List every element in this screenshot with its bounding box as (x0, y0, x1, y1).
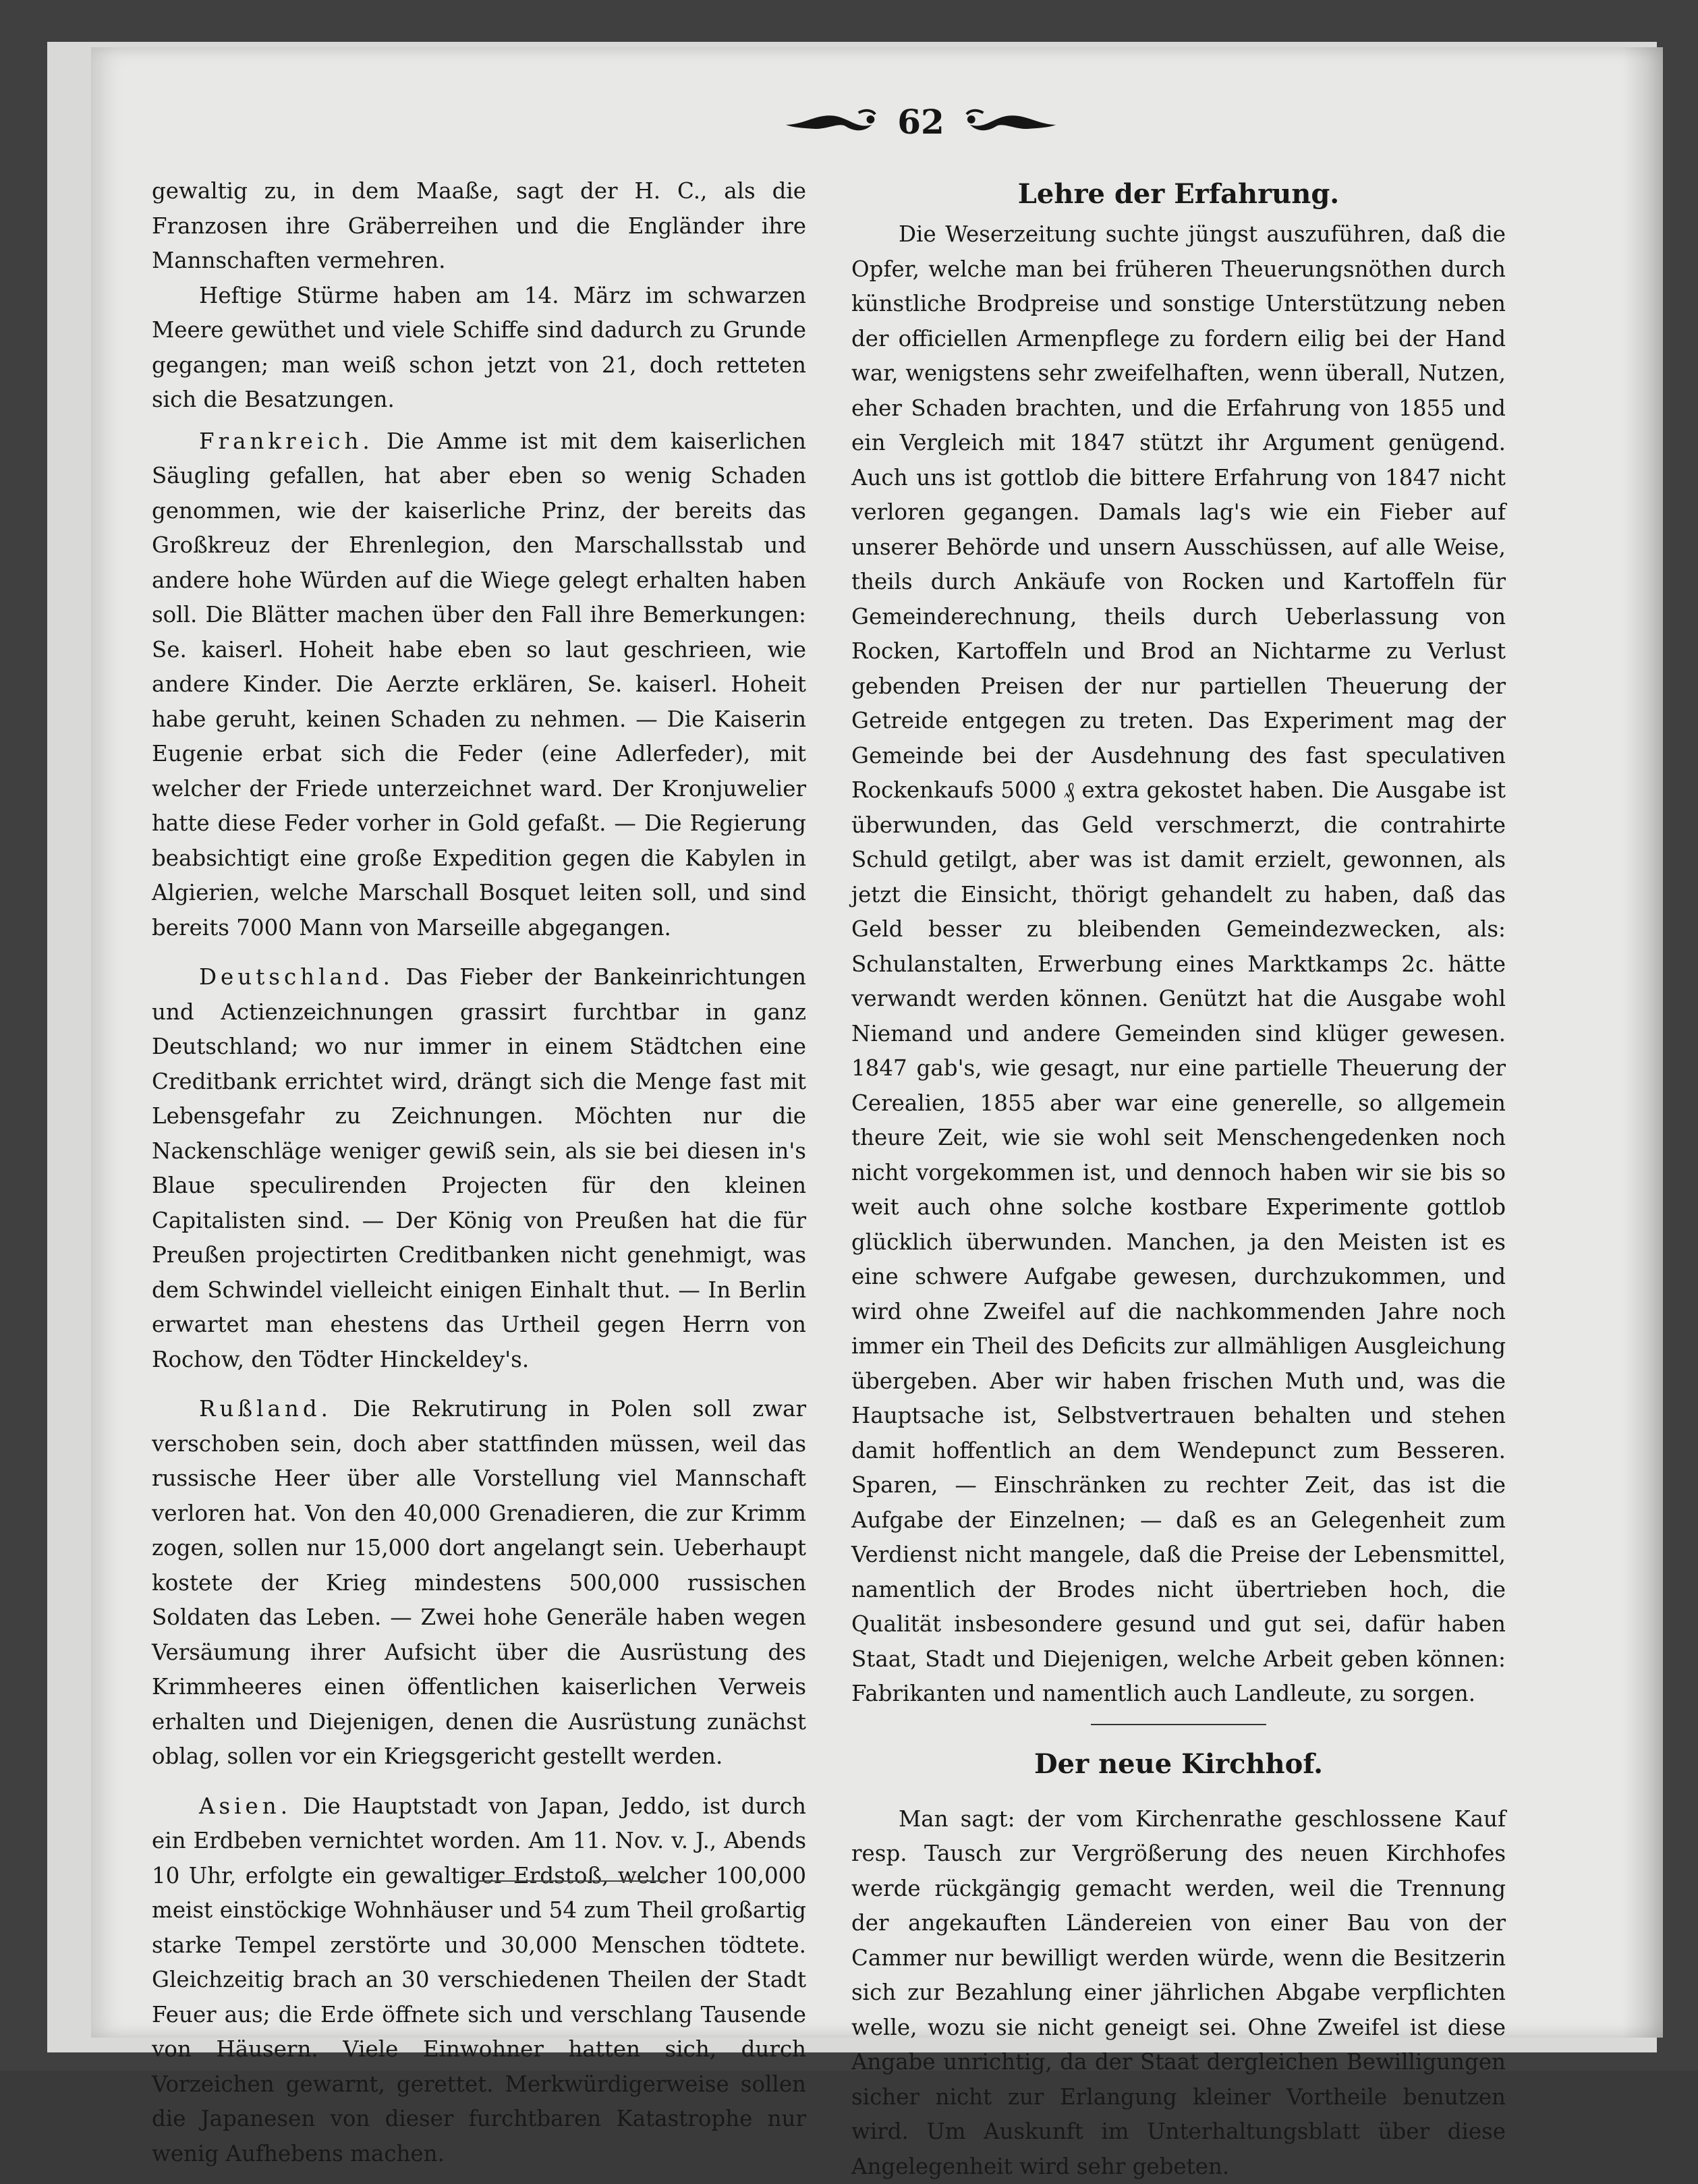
article-divider (1091, 1724, 1266, 1725)
paragraph-gap (851, 1787, 1506, 1802)
article-heading-kirchhof: Der neue Kirchhof. (851, 1744, 1506, 1785)
article-text-kirchhof: Man sagt: der vom Kirchenrathe geschlossene Kauf resp. Tausch zur Vergrößerung des neuen Kirchhofes werde rückgängig gemacht werden, weil die Trennung der angekauften Ländereien von einer Bau von der Cammer nur bewilligt werden würde, wenn die Besitzerin sich zur Bezahlung einer jährlichen Abgabe verpflichten welle, wozu sie nicht geneigt sei. Ohne Zweifel ist diese Angabe unrichtig, da der Staat dergleichen Bewilligungen sicher nicht zur Erlangung kleiner Vortheile benutzen wird. Um Auskunft im Unterhaltungsblatt über diese Angelegenheit wird sehr gebeten. (851, 1802, 1506, 2184)
left-paragraph-3: Die Amme ist mit dem kaiserlichen Säugling gefallen, hat aber eben so wenig Schaden genommen, wie der kaiserliche Prinz, der bereits das Großkreuz der Ehrenlegion, den Marschallsstab und andere hohe Würden auf die Wiege gelegt erhalten haben soll. Die Blätter machen über den Fall ihre Bemerkungen: Se. kaiserl. Hoheit habe eben so laut geschrieen, wie andere Kinder. Die Aerzte erklären, Se. kaiserl. Hoheit habe geruht, keinen Schaden zu nehmen. — Die Kaiserin Eugenie erbat sich die Feder (eine Adlerfeder), mit welcher der Friede unterzeichnet ward. Der Kronjuwelier hatte diese Feder vorher in Gold gefaßt. — Die Regierung beabsichtigt eine große Expedition gegen die Kabylen in Algierien, welche Marschall Bosquet leiten soll, und sind bereits 7000 Mann von Marseille abgegangen. (152, 428, 806, 941)
article-heading-lehre: Lehre der Erfahrung. (851, 174, 1506, 215)
left-paragraph-5: Die Rekrutirung in Polen soll zwar verschoben sein, doch aber stattfinden müssen, weil das russische Heer über alle Vorstellung viel Mannschaft verloren hat. Von den 40,000 Grenadieren, die zur Krimm zogen, sollen nur 15,000 dort angelangt sein. Ueberhaupt kostete der Krieg mindestens 500,000 russischen Soldaten das Leben. — Zwei hohe Generäle haben wegen Versäumung ihrer Aufsicht über die Ausrüstung des Krimmheeres einen öffentlichen kaiserlichen Verweis erhalten und Diejenigen, denen die Ausrüstung zunächst oblag, sollen vor ein Kriegsgericht gestellt werden. (152, 1396, 806, 1769)
page-spine-shadow (1622, 47, 1663, 2038)
section-deutschland (152, 960, 806, 1377)
paragraph-gap (152, 1377, 806, 1392)
left-column (152, 174, 806, 2171)
country-label-frankreich: Frankreich. (199, 428, 374, 454)
right-column (851, 174, 1506, 2184)
section-asien (152, 1789, 806, 2172)
page-number: 62 (897, 102, 944, 142)
left-paragraph-4: Das Fieber der Bankeinrichtungen und Actienzeichnungen grassirt furchtbar in ganz Deutschland; wo nur immer in einem Städtchen eine Creditbank errichtet wird, drängt sich die Menge fast mit Lebensgefahr zu Zeichnungen. Möchten nur die Nackenschläge weniger gewiß sein, als sie bei diesen in's Blaue speculirenden Projecten für den kleinen Capitalisten sind. — Der König von Preußen hat die für Preußen projectirten Creditbanken nicht genehmigt, was dem Schwindel vielleicht einigen Einhalt thut. — In Berlin erwartet man ehestens das Urtheil gegen Herrn von Rochow, den Tödter Hinckeldey's. (152, 964, 806, 1372)
left-ornament-icon (779, 105, 878, 138)
country-label-russland: Rußland. (199, 1396, 332, 1422)
article-text-lehre: Die Weserzeitung suchte jüngst auszuführen, daß die Opfer, welche man bei früheren Theuerungsnöthen durch künstliche Brodpreise und sonstige Unterstützung neben der officiellen Armenpflege zu fordern eilig bei der Hand war, wenigstens sehr zweifelhaften, wenn überall, Nutzen, eher Schaden brachten, und die Erfahrung von 1855 und ein Vergleich mit 1847 stützt ihr Argument genügend. Auch uns ist gottlob die bittere Erfahrung von 1847 nicht verloren gegangen. Damals lag's wie ein Fieber auf unserer Behörde und unsern Ausschüssen, auf alle Weise, theils durch Ankäufe von Rocken und Kartoffeln für Gemeinderechnung, theils durch Ueberlassung von Rocken, Kartoffeln und Brod an Nichtarme zu Verlust gebenden Preisen der nur partiellen Theuerung der Getreide entgegen zu treten. Das Experiment mag der Gemeinde bei der Ausdehnung des fast speculativen Rockenkaufs 5000 ₰ extra gekostet haben. Die Ausgabe ist überwunden, das Geld verschmerzt, die contrahirte Schuld getilgt, aber was ist damit erzielt, gewonnen, als jetzt die Einsicht, thörigt gehandelt zu haben, daß das Geld besser zu bleibenden Gemeindezwecken, als: Schulanstalten, Erwerbung eines Marktkamps 2c. hätte verwandt werden können. Genützt hat die Ausgabe wohl Niemand und andere Gemeinden sind klüger gewesen. 1847 gab's, wie gesagt, nur eine partielle Theuerung der Cerealien, 1855 aber war eine generelle, so allgemein theure Zeit, wie sie wohl seit Menschengedenken noch nicht vorgekommen ist, und dennoch haben wir sie bis so weit auch ohne solche kostbare Experimente gottlob glücklich überwunden. Manchen, ja den Meisten ist es eine schwere Aufgabe gewesen, durchzukommen, und wird ohne Zweifel auf die nachkommenden Jahre noch immer ein Theil des Deficits zur allmähligen Ausgleichung übergeben. Aber wir haben frischen Muth und, was die Hauptsache ist, Selbstvertrauen behalten und stehen damit hoffentlich an dem Wendepunct zum Besseren. Sparen, — Einschränken zu rechter Zeit, das ist die Aufgabe der Einzelnen; — daß es an Gelegenheit zum Verdienst nicht mangele, daß die Preise der Lebensmittel, namentlich der Brodes nicht übertrieben hoch, die Qualität insbesondere gesund und gut sei, dafür haben Staat, Stadt und Diejenigen, welche Arbeit geben können: Fabrikanten und namentlich auch Landleute, zu sorgen. (851, 217, 1506, 1712)
section-russland (152, 1392, 806, 1774)
left-paragraph-2: Heftige Stürme haben am 14. März im schwarzen Meere gewüthet und viele Schiffe sind dadurch zu Grunde gegangen; man weiß schon jetzt von 21, doch retteten sich die Besatzungen. (152, 279, 806, 418)
country-label-asien: Asien. (199, 1793, 291, 1819)
page-header (779, 94, 1063, 148)
column-end-rule (479, 1880, 668, 1882)
paragraph-gap (152, 945, 806, 960)
paragraph-gap (152, 1774, 806, 1789)
country-label-deutschland: Deutschland. (199, 964, 394, 990)
left-paragraph-6: Die Hauptstadt von Japan, Jeddo, ist durch ein Erdbeben vernichtet worden. Am 11. Nov. v. J., Abends 10 Uhr, erfolgte ein gewaltiger Erdstoß, welcher 100,000 meist einstöckige Wohnhäuser und 54 zum Theil großartig starke Tempel zerstörte und 30,000 Menschen tödtete. Gleichzeitig brach an 30 verschiedenen Theilen der Stadt Feuer aus; die Erde öffnete sich und verschlang Tausende von Häusern. Viele Einwohner hatten sich, durch Vorzeichen gewarnt, gerettet. Merkwürdigerweise sollen die Japanesen von dieser furchtbaren Katastrophe nur wenig Aufhebens machen. (152, 1793, 806, 2166)
left-paragraph-1: gewaltig zu, in dem Maaße, sagt der H. C., als die Franzosen ihre Gräberreihen und die Engländer ihre Mannschaften vermehren. (152, 174, 806, 279)
section-frankreich (152, 424, 806, 946)
right-ornament-icon (963, 105, 1063, 138)
